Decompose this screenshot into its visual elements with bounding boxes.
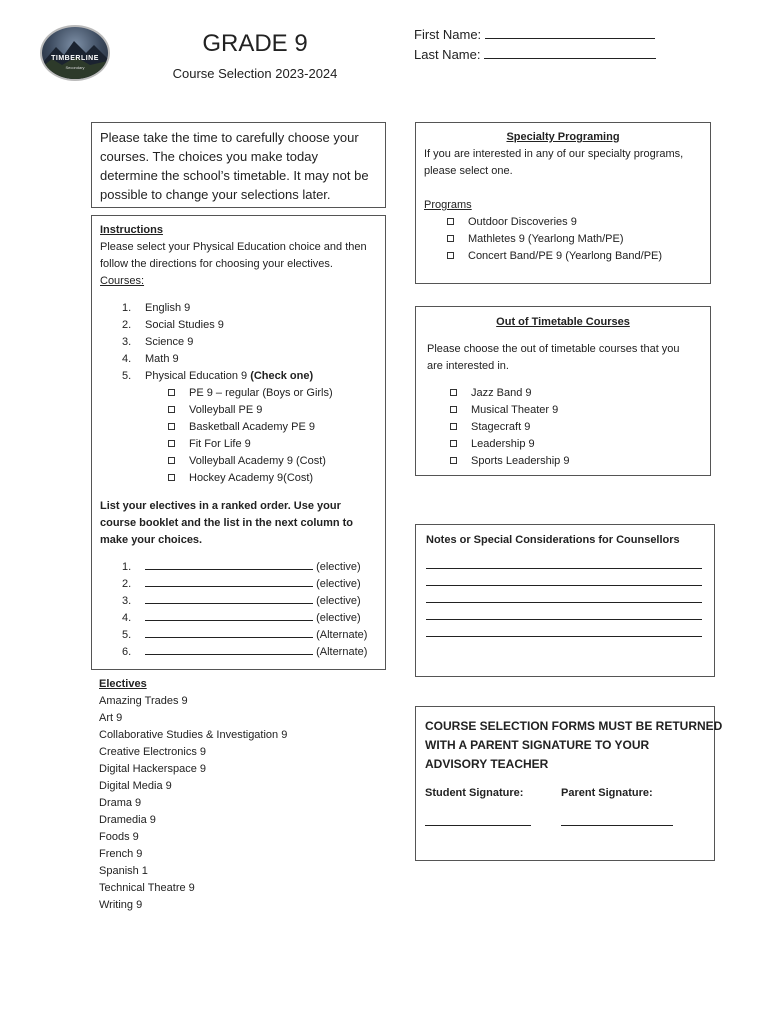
checkbox-icon[interactable] <box>447 218 454 225</box>
course-item: 3. <box>122 336 132 348</box>
elective-list-item: Drama 9 <box>99 797 142 809</box>
checkbox-icon[interactable] <box>168 406 175 413</box>
notes-box <box>415 524 715 677</box>
courses-label: Courses: <box>100 275 145 287</box>
ranked-elective-row[interactable]: 2. (elective) <box>122 578 361 590</box>
elective-list-item: Creative Electronics 9 <box>99 746 206 758</box>
out-of-timetable-box <box>415 306 711 476</box>
electives-instruction: make your choices. <box>100 534 203 546</box>
pe-option[interactable]: Fit For Life 9 <box>168 436 251 453</box>
first-name-field[interactable] <box>485 26 655 39</box>
first-name-label: First Name: <box>414 27 482 42</box>
course-item-name: Science 9 <box>145 336 194 348</box>
course-item-name: Math 9 <box>145 353 179 365</box>
elective-list-item: Digital Hackerspace 9 <box>99 763 206 775</box>
check-one-note: (Check one) <box>250 370 314 382</box>
intro-box <box>91 122 386 208</box>
checkbox-icon[interactable] <box>450 440 457 447</box>
notes-line[interactable] <box>426 602 702 603</box>
checkbox-icon[interactable] <box>168 457 175 464</box>
last-name-field[interactable] <box>484 46 656 59</box>
pe-option[interactable]: Volleyball Academy 9 (Cost) <box>168 453 326 470</box>
ranked-elective-row[interactable]: 5. (Alternate) <box>122 629 368 641</box>
page-subtitle: Course Selection 2023-2024 <box>172 66 338 81</box>
student-signature-line[interactable] <box>425 825 531 826</box>
instructions-box <box>91 215 386 670</box>
elective-list-item: French 9 <box>99 848 143 860</box>
page-title: GRADE 9 <box>202 30 308 57</box>
intro-text: Please take the time to carefully choose your courses. The choices you make today determine the school’s timetable. It may not be possible to change your selections later. <box>100 130 369 202</box>
elective-list-item: Dramedia 9 <box>99 814 156 826</box>
checkbox-icon[interactable] <box>450 389 457 396</box>
checkbox-icon[interactable] <box>168 389 175 396</box>
pe-option[interactable]: PE 9 – regular (Boys or Girls) <box>168 385 333 402</box>
program-option[interactable]: Mathletes 9 (Yearlong Math/PE) <box>447 231 624 248</box>
elective-list-item: Digital Media 9 <box>99 780 172 792</box>
checkbox-icon[interactable] <box>450 457 457 464</box>
out-of-timetable-heading: Out of Timetable Courses <box>496 316 630 328</box>
elective-list-item: Foods 9 <box>99 831 139 843</box>
notes-line[interactable] <box>426 636 702 637</box>
course-item: 5. <box>122 370 132 382</box>
checkbox-icon[interactable] <box>450 406 457 413</box>
course-item-name: Physical Education 9 (Check one) <box>145 370 314 382</box>
elective-line <box>145 620 313 621</box>
elective-list-item: Art 9 <box>99 712 123 724</box>
timetable-option[interactable]: Musical Theater 9 <box>450 402 558 419</box>
course-item-name: Social Studies 9 <box>145 319 224 331</box>
logo-subtext: Secondary <box>65 65 85 70</box>
program-option[interactable]: Outdoor Discoveries 9 <box>447 214 577 231</box>
elective-line <box>145 569 313 570</box>
elective-list-item: Collaborative Studies & Investigation 9 <box>99 729 288 741</box>
pe-option[interactable]: Volleyball PE 9 <box>168 402 262 419</box>
school-logo <box>40 25 110 81</box>
elective-list-item: Spanish 1 <box>99 865 148 877</box>
out-of-timetable-text: Please choose the out of timetable courses that you <box>427 343 680 355</box>
checkbox-icon[interactable] <box>168 423 175 430</box>
student-signature-label: Student Signature: <box>425 787 524 799</box>
ranked-elective-row[interactable]: 3. (elective) <box>122 595 361 607</box>
ranked-elective-row[interactable]: 1. (elective) <box>122 561 361 573</box>
notes-line[interactable] <box>426 585 702 586</box>
last-name-row <box>414 46 656 62</box>
instructions-heading: Instructions <box>100 224 163 236</box>
logo-text: TIMBERLINE <box>51 55 99 62</box>
notes-line[interactable] <box>426 619 702 620</box>
specialty-text: If you are interested in any of our specialty programs, <box>424 148 684 160</box>
elective-list-item: Writing 9 <box>99 899 143 911</box>
return-notice: COURSE SELECTION FORMS MUST BE RETURNED <box>425 719 723 733</box>
instructions-text: Please select your Physical Education choice and then follow the directions for choosing your electives. <box>100 241 367 270</box>
elective-line <box>145 586 313 587</box>
elective-list-item: Technical Theatre 9 <box>99 882 195 894</box>
elective-line <box>145 603 313 604</box>
parent-signature-label: Parent Signature: <box>561 787 653 799</box>
notes-heading: Notes or Special Considerations for Counsellors <box>426 534 680 546</box>
first-name-row <box>414 26 655 42</box>
ranked-elective-row[interactable]: 6. (Alternate) <box>122 646 368 658</box>
course-item: 2. <box>122 319 132 331</box>
electives-instruction: List your electives in a ranked order. Use your <box>100 500 341 512</box>
elective-line <box>145 654 313 655</box>
return-notice: WITH A PARENT SIGNATURE TO YOUR <box>425 738 650 752</box>
programs-label: Programs <box>424 199 472 211</box>
course-item-name: English 9 <box>145 302 191 314</box>
mountain-icon <box>42 27 108 79</box>
specialty-box <box>415 122 711 284</box>
electives-instruction: course booklet and the list in the next column to <box>100 517 354 529</box>
program-option[interactable]: Concert Band/PE 9 (Yearlong Band/PE) <box>447 248 662 265</box>
checkbox-icon[interactable] <box>168 440 175 447</box>
ranked-elective-row[interactable]: 4. (elective) <box>122 612 361 624</box>
course-item: 4. <box>122 353 132 365</box>
checkbox-icon[interactable] <box>447 235 454 242</box>
elective-list-item: Amazing Trades 9 <box>99 695 188 707</box>
checkbox-icon[interactable] <box>450 423 457 430</box>
timetable-option[interactable]: Jazz Band 9 <box>450 385 532 402</box>
course-item: 1. <box>122 302 132 314</box>
timetable-option[interactable]: Sports Leadership 9 <box>450 453 569 470</box>
specialty-text: please select one. <box>424 165 513 177</box>
pe-option[interactable]: Basketball Academy PE 9 <box>168 419 315 436</box>
checkbox-icon[interactable] <box>168 474 175 481</box>
out-of-timetable-text: are interested in. <box>427 360 509 372</box>
elective-line <box>145 637 313 638</box>
pe-option[interactable]: Hockey Academy 9(Cost) <box>168 470 313 487</box>
electives-heading: Electives <box>99 678 147 690</box>
timetable-option[interactable]: Stagecraft 9 <box>450 419 530 436</box>
last-name-label: Last Name: <box>414 47 481 62</box>
specialty-heading: Specialty Programing <box>506 131 620 143</box>
notes-line[interactable] <box>426 568 702 569</box>
timetable-option[interactable]: Leadership 9 <box>450 436 535 453</box>
return-notice: ADVISORY TEACHER <box>425 757 549 771</box>
checkbox-icon[interactable] <box>447 252 454 259</box>
parent-signature-line[interactable] <box>561 825 673 826</box>
signature-box <box>415 706 723 861</box>
